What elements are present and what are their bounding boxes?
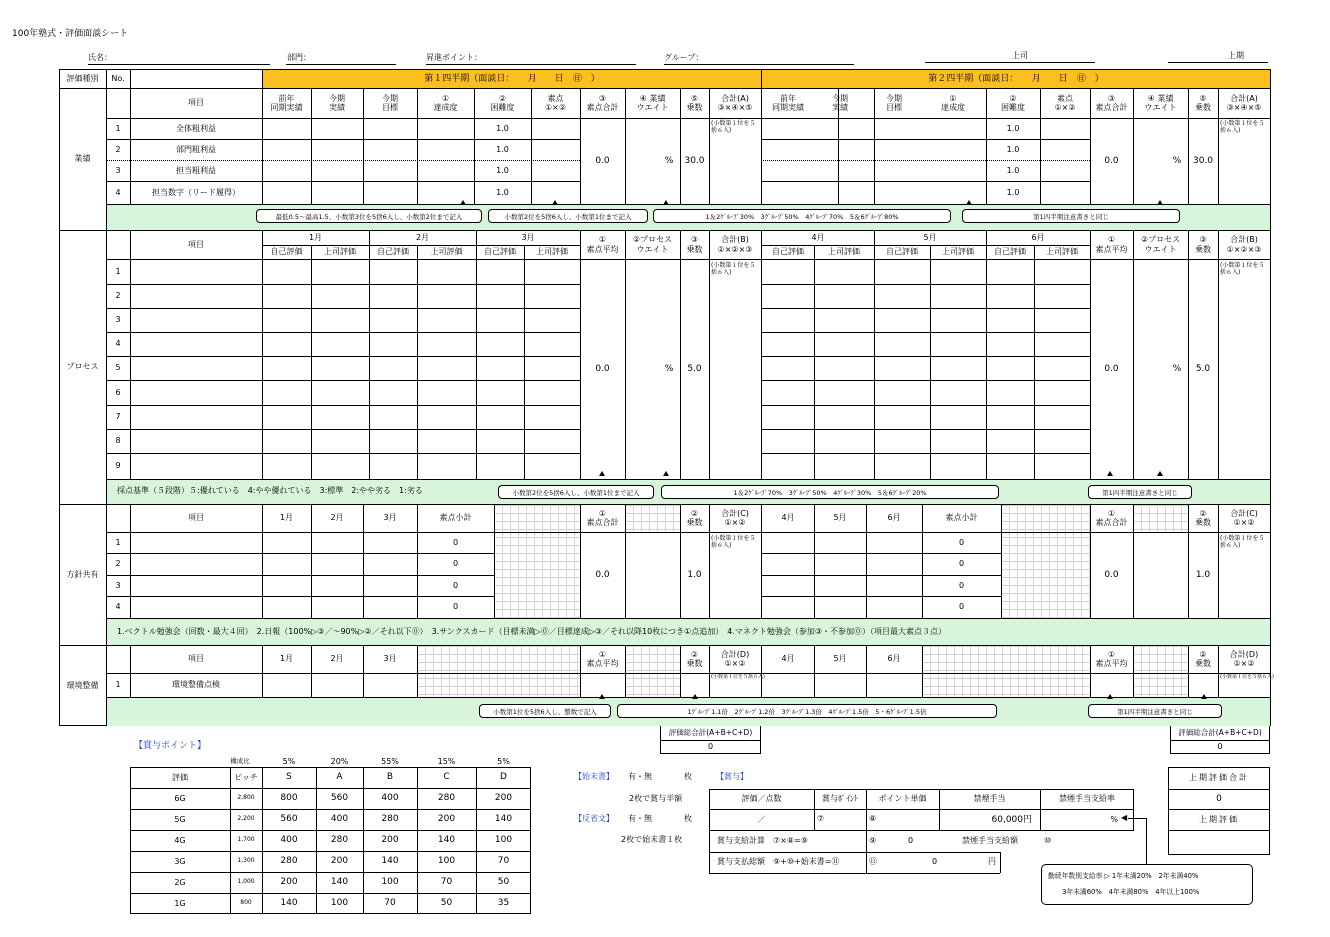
bp-cell: 400 xyxy=(330,814,349,825)
bp-pitch: 1,300 xyxy=(237,857,255,865)
bonus-calc-label: 賞与支給計算 ⑦×⑧=⑨ xyxy=(717,836,808,845)
proc-criteria: 採点基準（５段階）５:優れている 4:やや優れている 3:標準 2:やや劣る 1:劣る xyxy=(117,486,423,495)
bonus-unit-price: 60,000円 xyxy=(991,814,1032,825)
name-underline xyxy=(88,64,270,65)
bonus-kinen-label: 禁煙手当支給額 xyxy=(962,836,1018,845)
bp-cell: 560 xyxy=(280,814,298,825)
bonus-n10: ⑩ xyxy=(1044,836,1052,845)
arrow-icon xyxy=(599,694,605,699)
perf-h-q1-mult: ⑤ 乗数 xyxy=(686,93,703,112)
grade-header: C xyxy=(443,772,450,783)
arrow-icon xyxy=(966,200,972,205)
bp-cell: 280 xyxy=(280,856,298,867)
env-h-avg-q2: ① 素点平均 xyxy=(1095,649,1128,668)
proc-h-mult: ③ 乗数 xyxy=(686,235,703,254)
bp-cell: 200 xyxy=(494,793,513,804)
perf-callout-weight: 1＆2ｸﾞﾙｰﾌﾟ30% 3ｸﾞﾙｰﾌﾟ50% 4ｸﾞﾙｰﾌﾟ70% 5＆6ｸﾞﾙｰﾌﾟ80% xyxy=(653,209,951,223)
policy-row-subtotal: 0 xyxy=(958,602,965,612)
eval-header: 評価 xyxy=(172,772,188,782)
policy-row-no: 1 xyxy=(115,537,121,547)
policy-subtotal: 素点小計 xyxy=(945,513,978,523)
bp-cell: 140 xyxy=(381,856,399,867)
perf-h-q1-total: 合計(A) ③×④×⑤ xyxy=(717,93,753,112)
perf-row-no: 4 xyxy=(115,187,121,197)
bp-cell: 560 xyxy=(330,793,349,804)
policy-h-mult-q2: ② 乗数 xyxy=(1195,508,1211,527)
perf-item-header: 項目 xyxy=(188,98,204,108)
perf-h-q2-achieve: ① 達成度 xyxy=(941,93,965,112)
arrow-icon xyxy=(1107,471,1113,476)
summary-eval-value[interactable] xyxy=(1168,830,1270,855)
policy-row-no: 3 xyxy=(115,580,121,590)
bp-cell: 200 xyxy=(330,856,349,867)
grade-header: S xyxy=(286,772,292,783)
perf-row-diff[interactable]: 1.0 xyxy=(496,144,509,154)
bp-cell: 280 xyxy=(381,814,399,825)
bonus-kinen-pct[interactable]: % xyxy=(1110,815,1118,825)
env-item-header: 項目 xyxy=(188,654,204,664)
env-h-total: 合計(D) ①×② xyxy=(720,649,750,668)
proc-boss: 上司評価 xyxy=(828,247,860,257)
proc-boss: 上司評価 xyxy=(430,247,463,257)
bp-cell: 280 xyxy=(330,835,349,846)
proc-row-no: 5 xyxy=(115,363,121,373)
env-q1-note: (小数第１位を５捨６入) xyxy=(711,674,765,680)
period-label: 上期 xyxy=(1228,51,1244,60)
perf-row-diff-q2[interactable]: 1.0 xyxy=(1006,187,1020,197)
bonus-total-label: 賞与支払総額 ⑨+⑩+始末書=⑪ xyxy=(717,857,840,866)
env-h-mult-q2: ② 乗数 xyxy=(1195,649,1211,668)
policy-item-header: 項目 xyxy=(188,513,204,523)
perf-q1-sum: 0.0 xyxy=(595,155,610,166)
perf-row-no: 1 xyxy=(115,123,121,133)
proc-boss: 上司評価 xyxy=(324,247,356,257)
perf-h-q1-weight: ④ 業績 ウエイト xyxy=(636,93,669,112)
perf-h-q2-raw: 素点 ①×② xyxy=(1054,93,1076,112)
proc-q1-avg: 0.0 xyxy=(595,363,610,374)
bp-cell: 200 xyxy=(381,835,399,846)
perf-row-diff[interactable]: 1.0 xyxy=(496,165,509,175)
proc-month: 3月 xyxy=(521,233,535,243)
policy-month: 1月 xyxy=(279,513,294,523)
bp-cell: 100 xyxy=(381,877,399,888)
bp-cell: 140 xyxy=(280,898,298,909)
bonus-h-eval: 評価／点数 xyxy=(741,794,782,804)
proc-item-header: 項目 xyxy=(188,239,204,249)
bp-cell: 400 xyxy=(381,793,399,804)
policy-q2-sum: 0.0 xyxy=(1104,569,1119,580)
category-header: 評価種別 xyxy=(66,74,99,84)
env-hatch xyxy=(625,646,680,697)
env-label: 環境整備 xyxy=(66,680,99,690)
proc-h-total-q2: 合計(B) ①×②×③ xyxy=(1226,235,1262,254)
proc-q1-note: (小数第１位を５捨６入) xyxy=(711,262,756,276)
bp-cell: 800 xyxy=(280,793,298,804)
bp-grade: 1G xyxy=(174,898,186,908)
policy-month: 4月 xyxy=(781,513,795,523)
bp-pitch: 800 xyxy=(240,899,252,907)
policy-hatch xyxy=(1001,505,1090,618)
perf-row-name: 全体粗利益 xyxy=(176,123,216,133)
perf-callout-round: 小数第2位を5捨6入し、小数第1位まで記入 xyxy=(488,209,648,223)
proc-row-no: 2 xyxy=(115,291,121,301)
arrow-icon xyxy=(1201,694,1207,699)
arrow-icon xyxy=(663,471,669,476)
arrow-icon xyxy=(663,200,669,205)
proc-self: 自己評価 xyxy=(484,247,516,257)
proc-h-avg: ① 素点平均 xyxy=(586,235,619,254)
bp-cell: 50 xyxy=(440,898,453,909)
ratio: 55% xyxy=(381,757,399,767)
bonus-points-title: 【賞与ポイント】 xyxy=(134,741,207,751)
bonus-n9: ⑨ xyxy=(869,836,877,845)
bonus-eval-slash[interactable]: ／ xyxy=(757,815,766,825)
proc-self: 自己評価 xyxy=(886,247,918,257)
policy-h-sum: ① 素点合計 xyxy=(586,508,619,527)
env-month: 4月 xyxy=(781,654,795,664)
shimatsu-umu[interactable]: 有・無 xyxy=(628,772,652,781)
boss-label: 上司 xyxy=(1012,51,1028,60)
policy-q1-sum: 0.0 xyxy=(595,569,610,580)
env-h-avg: ① 素点平均 xyxy=(586,649,619,668)
bp-cell: 140 xyxy=(330,877,349,888)
q1-total-value: 0 xyxy=(707,742,714,752)
proc-month: 4月 xyxy=(811,233,825,243)
policy-subtotal: 素点小計 xyxy=(439,513,472,523)
proc-q2-avg: 0.0 xyxy=(1104,363,1119,374)
shimatsu-label: 【始末書】 xyxy=(574,772,614,781)
bp-pitch: 1,000 xyxy=(237,878,255,886)
proc-h-total: 合計(B) ①×②×③ xyxy=(717,235,753,254)
proc-self: 自己評価 xyxy=(377,247,409,257)
env-hatch xyxy=(1133,646,1188,697)
policy-h-total: 合計(C) ①×② xyxy=(721,508,749,527)
proc-month: 1月 xyxy=(308,233,323,243)
policy-hatch xyxy=(625,505,680,532)
perf-h-q2-actual: 今期 実績 xyxy=(832,93,848,112)
perf-row-diff-q2[interactable]: 1.0 xyxy=(1006,144,1020,154)
bp-cell: 70 xyxy=(440,877,453,888)
proc-month: 2月 xyxy=(415,233,430,243)
env-callout-round: 小数第1位を5捨6入し、整数で記入 xyxy=(479,704,611,718)
perf-h-q2-rawsum: ③ 素点合計 xyxy=(1095,93,1128,112)
perf-h-q1-rawsum: ③ 素点合計 xyxy=(586,93,619,112)
summary-total-value: 0 xyxy=(1216,793,1222,804)
shimatsu-rule: 2枚で賞与半額 xyxy=(629,794,683,803)
name-label: 氏名： xyxy=(88,53,112,62)
proc-boss: 上司評価 xyxy=(942,247,974,257)
policy-month: 2月 xyxy=(330,513,344,523)
q2-total-value: 0 xyxy=(1217,742,1223,752)
proc-self: 自己評価 xyxy=(270,247,303,257)
proc-row-no: 4 xyxy=(115,339,121,349)
arrow-icon xyxy=(460,200,466,205)
perf-row-name: 担当粗利益 xyxy=(176,165,216,175)
dept-label: 部門： xyxy=(287,53,311,62)
perf-row-diff-q2[interactable]: 1.0 xyxy=(1006,123,1020,133)
env-month: 5月 xyxy=(833,654,847,664)
pitch-header: ピッチ xyxy=(234,772,258,782)
summary-total-label: 上期評価合計 xyxy=(1189,773,1249,783)
q1-header: 第１四半期（面談日： 月 日 ㊐ ） xyxy=(424,73,600,84)
perf-q1-pct[interactable]: % xyxy=(664,155,674,166)
policy-row-subtotal: 0 xyxy=(452,580,459,590)
bp-cell: 70 xyxy=(384,898,396,909)
policy-q2-mult: 1.0 xyxy=(1195,569,1211,580)
policy-label: 方針共有 xyxy=(66,569,99,579)
ratio: 20% xyxy=(330,757,349,767)
q2-total-label: 評価総合計(A+B+C+D) xyxy=(1178,728,1262,738)
bonus-n8: ⑧ xyxy=(869,814,877,823)
bp-cell: 200 xyxy=(437,814,456,825)
proc-row-no: 7 xyxy=(115,412,121,422)
proc-row-no: 8 xyxy=(115,436,121,446)
proc-month: 5月 xyxy=(923,233,937,243)
q1-total-label: 評価総合計(A+B+C+D) xyxy=(668,728,753,738)
bp-cell: 35 xyxy=(497,898,510,909)
summary-eval-label: 上期評価 xyxy=(1199,814,1239,824)
bonus-title: 【賞与】 xyxy=(716,772,748,781)
perf-callout-same: 第1四半期注意書きと同じ xyxy=(962,209,1180,223)
q2-header: 第２四半期（面談日： 月 日 ㊐ ） xyxy=(928,73,1104,84)
policy-q1-mult: 1.0 xyxy=(687,569,702,580)
kinen-note-box xyxy=(1041,864,1253,905)
ratio-label: 構成比 xyxy=(230,757,250,766)
group-label: グループ： xyxy=(664,53,704,62)
perf-h-q2-total: 合計(A) ③×④×⑤ xyxy=(1226,93,1262,112)
bp-pitch: 2,200 xyxy=(237,815,255,823)
perf-q1-mult: 30.0 xyxy=(684,155,705,166)
ratio: 15% xyxy=(437,757,456,767)
bonus-n7: ⑦ xyxy=(817,814,825,823)
grade-header: B xyxy=(386,772,394,783)
proc-q1-pct[interactable]: % xyxy=(664,363,674,374)
env-h-total-q2: 合計(D) ①×② xyxy=(1229,649,1259,668)
hansei-label: 【反省文】 xyxy=(574,814,614,823)
bonus-total-value: 0 xyxy=(932,857,938,866)
perf-q2-sum: 0.0 xyxy=(1104,155,1119,166)
arrow-icon xyxy=(552,200,558,205)
perf-row-no: 3 xyxy=(115,165,121,175)
bp-pitch: 1,700 xyxy=(237,836,255,844)
proc-row-no: 1 xyxy=(115,266,121,276)
proc-q2-pct[interactable]: % xyxy=(1172,363,1182,374)
policy-row-no: 2 xyxy=(115,559,121,569)
shimatsu-mai: 枚 xyxy=(684,772,692,781)
bonus-calc-value: 0 xyxy=(908,836,914,845)
policy-month: 5月 xyxy=(833,513,847,523)
policy-h-sum-q2: ① 素点合計 xyxy=(1095,508,1128,527)
perf-h-q2-mult: ⑤ 乗数 xyxy=(1195,93,1211,112)
env-row-no: 1 xyxy=(115,680,121,690)
bonus-h-kinen-rate: 禁煙手当支給率 xyxy=(1059,794,1115,804)
perf-h-q1-prev: 前年 同期実績 xyxy=(270,93,303,112)
grade-header: A xyxy=(336,772,343,783)
proc-self: 自己評価 xyxy=(994,247,1026,257)
proc-boss: 上司評価 xyxy=(1046,247,1078,257)
period-underline xyxy=(1168,62,1268,63)
ratio: 5% xyxy=(282,757,296,767)
perf-q2-note: (小数第１位を５捨６入) xyxy=(1220,120,1265,134)
proc-h-weight: ②プロセス ウエイト xyxy=(632,235,673,254)
policy-h-total-q2: 合計(C) ①×② xyxy=(1230,508,1258,527)
bp-grade: 4G xyxy=(174,835,186,845)
perf-row-name: 部門粗利益 xyxy=(176,144,216,154)
proc-h-mult-q2: ③ 乗数 xyxy=(1195,235,1211,254)
arrow-icon xyxy=(1157,200,1163,205)
perf-row-diff-q2[interactable]: 1.0 xyxy=(1006,165,1020,175)
ratio: 5% xyxy=(497,757,510,767)
perf-h-q1-actual: 今期 実績 xyxy=(329,93,345,112)
promo-label: 昇進ポイント： xyxy=(426,53,482,62)
grade-header: D xyxy=(500,772,507,783)
env-month: 1月 xyxy=(279,654,294,664)
perf-h-q2-target: 今期 目標 xyxy=(886,93,902,112)
bp-cell: 140 xyxy=(437,835,456,846)
doc-title: 100年塾式・評価面談シート xyxy=(12,29,129,39)
policy-row-subtotal: 0 xyxy=(958,580,965,590)
bp-grade: 3G xyxy=(174,856,186,866)
perf-q1-note: (小数第１位を５捨６入) xyxy=(711,120,756,134)
proc-q2-note: (小数第１位を５捨６入) xyxy=(1220,262,1265,276)
proc-row-no: 6 xyxy=(115,387,121,397)
proc-callout-same: 第1四半期注意書きと同じ xyxy=(1088,485,1192,499)
proc-month: 6月 xyxy=(1031,233,1045,243)
perf-row-diff[interactable]: 1.0 xyxy=(496,123,509,133)
bp-grade: 6G xyxy=(174,793,186,803)
policy-row-no: 4 xyxy=(115,602,121,612)
env-row-name: 環境整備点検 xyxy=(172,680,220,690)
proc-callout-weight: 1＆2ｸﾞﾙｰﾌﾟ70% 3ｸﾞﾙｰﾌﾟ50% 4ｸﾞﾙｰﾌﾟ30% 5＆6ｸﾞﾙｰﾌﾟ20% xyxy=(661,485,999,499)
proc-q1-mult: 5.0 xyxy=(687,363,702,374)
bp-cell: 400 xyxy=(280,835,298,846)
perf-row-no: 2 xyxy=(115,144,121,154)
kinen-note-line1: 勤続年数別支給率 ▷ 1年未満20% 2年未満40% xyxy=(1048,872,1199,880)
policy-row-subtotal: 0 xyxy=(452,559,459,569)
policy-banner: 1.ベクトル勉強会（回数・最大４回） 2.日報（100%▷③／～90%▷②／それ以下⓪） 3.サンクスカード（目標未満▷⓪／目標達成▷③／それ以降10枚につき①点追加） 4.マネクト勉強会（参加③・不参加⓪）（項目最大素点３点） xyxy=(117,627,947,636)
bp-cell: 50 xyxy=(497,877,510,888)
policy-q2-note: (小数第１位を５捨６入) xyxy=(1220,535,1265,549)
perf-q2-mult: 30.0 xyxy=(1192,155,1214,166)
proc-row-no: 3 xyxy=(115,315,121,325)
perf-callout-diff: 最低0.5～最高1.5、小数第3位を5捨6入し、小数第2位まで記入 xyxy=(256,209,482,223)
perf-row-name: 担当数字（リード履得） xyxy=(152,187,240,197)
policy-h-mult: ② 乗数 xyxy=(686,508,703,527)
policy-row-subtotal: 0 xyxy=(452,537,459,547)
arrow-icon xyxy=(1107,694,1113,699)
proc-boss: 上司評価 xyxy=(536,247,568,257)
policy-row-subtotal: 0 xyxy=(452,602,459,612)
env-q2-note: (小数第１位を５捨６入) xyxy=(1220,674,1274,680)
policy-month: 6月 xyxy=(887,513,901,523)
hansei-umu[interactable]: 有・無 xyxy=(628,814,652,823)
policy-hatch xyxy=(1133,505,1188,532)
proc-q2-mult: 5.0 xyxy=(1195,363,1211,374)
bp-cell: 100 xyxy=(437,856,456,867)
promo-underline xyxy=(426,64,636,65)
bp-cell: 100 xyxy=(330,898,349,909)
no-header: No. xyxy=(111,74,125,84)
policy-q1-note: (小数第１位を５捨６入) xyxy=(711,535,756,549)
proc-label: プロセス xyxy=(66,362,99,372)
arrow-icon xyxy=(692,694,698,699)
bonus-h-point: 賞与ﾎﾟｲﾝﾄ xyxy=(822,794,858,804)
env-callout-mult: 1ｸﾞﾙｰﾌﾟ1.1倍 2ｸﾞﾙｰﾌﾟ1.2倍 3ｸﾞﾙｰﾌﾟ1.3倍 4ｸﾞﾙｰﾌﾟ1.5倍 5・6ｸﾞﾙｰﾌﾟ1.5倍 xyxy=(617,704,997,718)
perf-h-q1-difficulty: ② 困難度 xyxy=(490,93,515,112)
bp-cell: 100 xyxy=(494,835,513,846)
perf-h-q1-achieve: ① 達成度 xyxy=(433,93,458,112)
dept-underline xyxy=(286,64,396,65)
proc-self: 自己評価 xyxy=(772,247,804,257)
bp-pitch: 2,800 xyxy=(237,794,255,802)
perf-h-q2-difficulty: ② 困難度 xyxy=(1001,93,1025,112)
perf-h-q2-prev: 前年 同期実績 xyxy=(772,93,804,112)
bp-cell: 70 xyxy=(497,856,510,867)
env-hatch xyxy=(417,646,580,697)
env-month: 3月 xyxy=(383,654,397,664)
bonus-h-kinen: 禁煙手当 xyxy=(973,794,1006,804)
arrow-icon xyxy=(599,471,605,476)
kinen-note-line2: 3年未満60% 4年未満80% 4年以上100% xyxy=(1062,888,1200,896)
proc-row-no: 9 xyxy=(115,461,121,471)
perf-h-q1-raw: 素点 ①×② xyxy=(544,93,567,112)
bp-grade: 2G xyxy=(174,877,186,887)
policy-row-subtotal: 0 xyxy=(958,537,965,547)
bp-grade: 5G xyxy=(174,814,186,824)
perf-q2-pct[interactable]: % xyxy=(1172,155,1182,166)
arrow-left-icon: ◀ xyxy=(1121,813,1128,822)
policy-month: 3月 xyxy=(383,513,397,523)
perf-h-q2-weight: ④ 業績 ウエイト xyxy=(1144,93,1177,112)
arrow-icon xyxy=(1157,471,1163,476)
bp-cell: 280 xyxy=(437,793,456,804)
group-underline xyxy=(664,64,854,65)
boss-underline xyxy=(925,62,1095,63)
bonus-n11: ⑪ xyxy=(869,857,877,866)
bonus-h-unit: ポイント単価 xyxy=(878,794,927,804)
perf-row-diff[interactable]: 1.0 xyxy=(496,187,509,197)
hansei-rule: 2枚で始末書１枚 xyxy=(621,835,683,844)
bp-cell: 200 xyxy=(280,877,298,888)
bp-cell: 140 xyxy=(494,814,513,825)
env-month: 2月 xyxy=(330,654,344,664)
bonus-yen: 円 xyxy=(988,857,996,866)
env-h-mult: ② 乗数 xyxy=(686,649,703,668)
proc-h-avg-q2: ① 素点平均 xyxy=(1095,235,1128,254)
proc-h-weight-q2: ②プロセス ウエイト xyxy=(1140,235,1181,254)
perf-label: 業績 xyxy=(74,154,91,164)
proc-callout-round: 小数第2位を5捨6入し、小数第1位まで記入 xyxy=(498,485,654,499)
perf-h-q1-target: 今期 目標 xyxy=(382,93,398,112)
env-callout-same: 第1四半期注意書きと同じ xyxy=(1088,704,1222,718)
env-month: 6月 xyxy=(887,654,901,664)
policy-hatch xyxy=(494,505,580,618)
env-hatch xyxy=(922,646,1090,697)
policy-row-subtotal: 0 xyxy=(958,559,965,569)
hansei-mai: 枚 xyxy=(684,814,692,823)
